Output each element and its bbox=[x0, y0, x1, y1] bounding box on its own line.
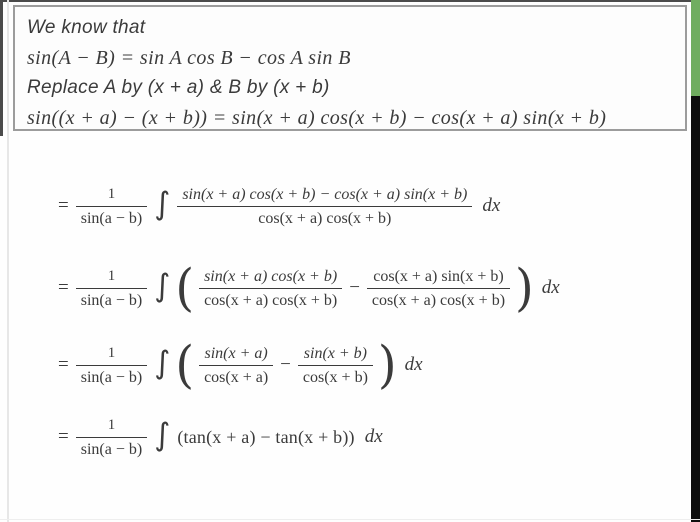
equation-step-2 bbox=[58, 260, 560, 316]
equals-sign: = bbox=[58, 195, 69, 216]
second-fraction bbox=[298, 344, 373, 387]
sine-difference-identity: sin(A − B) = sin A cos B − cos A sin B bbox=[27, 47, 351, 69]
denominator: cos(x + a) bbox=[199, 365, 273, 387]
black-edge-strip bbox=[691, 96, 700, 522]
dx-symbol: dx bbox=[541, 277, 560, 298]
dx-symbol: dx bbox=[364, 426, 383, 447]
first-fraction bbox=[199, 344, 273, 387]
coefficient-fraction bbox=[76, 344, 147, 387]
denominator: sin(a − b) bbox=[76, 365, 147, 387]
numerator: sin(x + a) cos(x + b) − cos(x + a) sin(x + b) bbox=[182, 185, 468, 203]
numerator: sin(x + b) bbox=[303, 344, 368, 362]
minus-sign: − bbox=[349, 277, 360, 298]
denominator: cos(x + b) bbox=[298, 365, 373, 387]
equation-step-4 bbox=[58, 409, 383, 465]
open-paren: ( bbox=[175, 258, 195, 318]
numerator: 1 bbox=[107, 416, 116, 433]
integral-icon: ∫ bbox=[154, 185, 171, 222]
numerator: 1 bbox=[107, 267, 116, 284]
minus-sign: − bbox=[280, 354, 291, 375]
integral-icon: ∫ bbox=[154, 416, 171, 453]
first-fraction bbox=[199, 267, 342, 310]
numerator: sin(x + a) cos(x + b) bbox=[204, 267, 338, 285]
numerator: 1 bbox=[107, 185, 116, 202]
dx-symbol: dx bbox=[482, 195, 501, 216]
equals-sign: = bbox=[58, 277, 69, 298]
left-faint-line bbox=[7, 0, 9, 522]
denominator: sin(a − b) bbox=[76, 437, 147, 459]
denominator: cos(x + a) cos(x + b) bbox=[199, 288, 342, 310]
left-border-line bbox=[0, 0, 3, 136]
numerator: 1 bbox=[107, 344, 116, 361]
denominator: cos(x + a) cos(x + b) bbox=[177, 206, 472, 228]
green-edge-strip bbox=[691, 0, 700, 96]
equation-step-3 bbox=[58, 337, 423, 393]
equation-step-1 bbox=[58, 178, 500, 234]
denominator: sin(a − b) bbox=[76, 206, 147, 228]
close-paren: ) bbox=[377, 335, 397, 395]
integral-icon: ∫ bbox=[154, 267, 171, 304]
coefficient-fraction bbox=[76, 416, 147, 459]
open-paren: ( bbox=[175, 335, 195, 395]
numerator: cos(x + a) sin(x + b) bbox=[373, 267, 504, 285]
replace-instruction-text: Replace A by (x + a) & B by (x + b) bbox=[27, 77, 330, 98]
coefficient-fraction bbox=[76, 185, 147, 228]
known-identity-box bbox=[13, 5, 687, 131]
bottom-faint-line bbox=[0, 519, 700, 520]
numerator: sin(x + a) bbox=[204, 344, 268, 362]
denominator: sin(a − b) bbox=[76, 288, 147, 310]
top-border-line bbox=[0, 0, 700, 2]
denominator: cos(x + a) cos(x + b) bbox=[367, 288, 510, 310]
second-fraction bbox=[367, 267, 510, 310]
equals-sign: = bbox=[58, 354, 69, 375]
close-paren: ) bbox=[515, 258, 534, 318]
equals-sign: = bbox=[58, 426, 69, 447]
substituted-identity: sin((x + a) − (x + b)) = sin(x + a) cos(x + b) − cos(x + a) sin(x + b) bbox=[27, 107, 607, 129]
coefficient-fraction bbox=[76, 267, 147, 310]
dx-symbol: dx bbox=[404, 354, 423, 375]
intro-text: We know that bbox=[27, 17, 146, 38]
integral-icon: ∫ bbox=[154, 344, 171, 381]
tangent-difference-expression: (tan(x + a) − tan(x + b)) bbox=[177, 426, 355, 447]
integrand-fraction bbox=[177, 185, 472, 228]
